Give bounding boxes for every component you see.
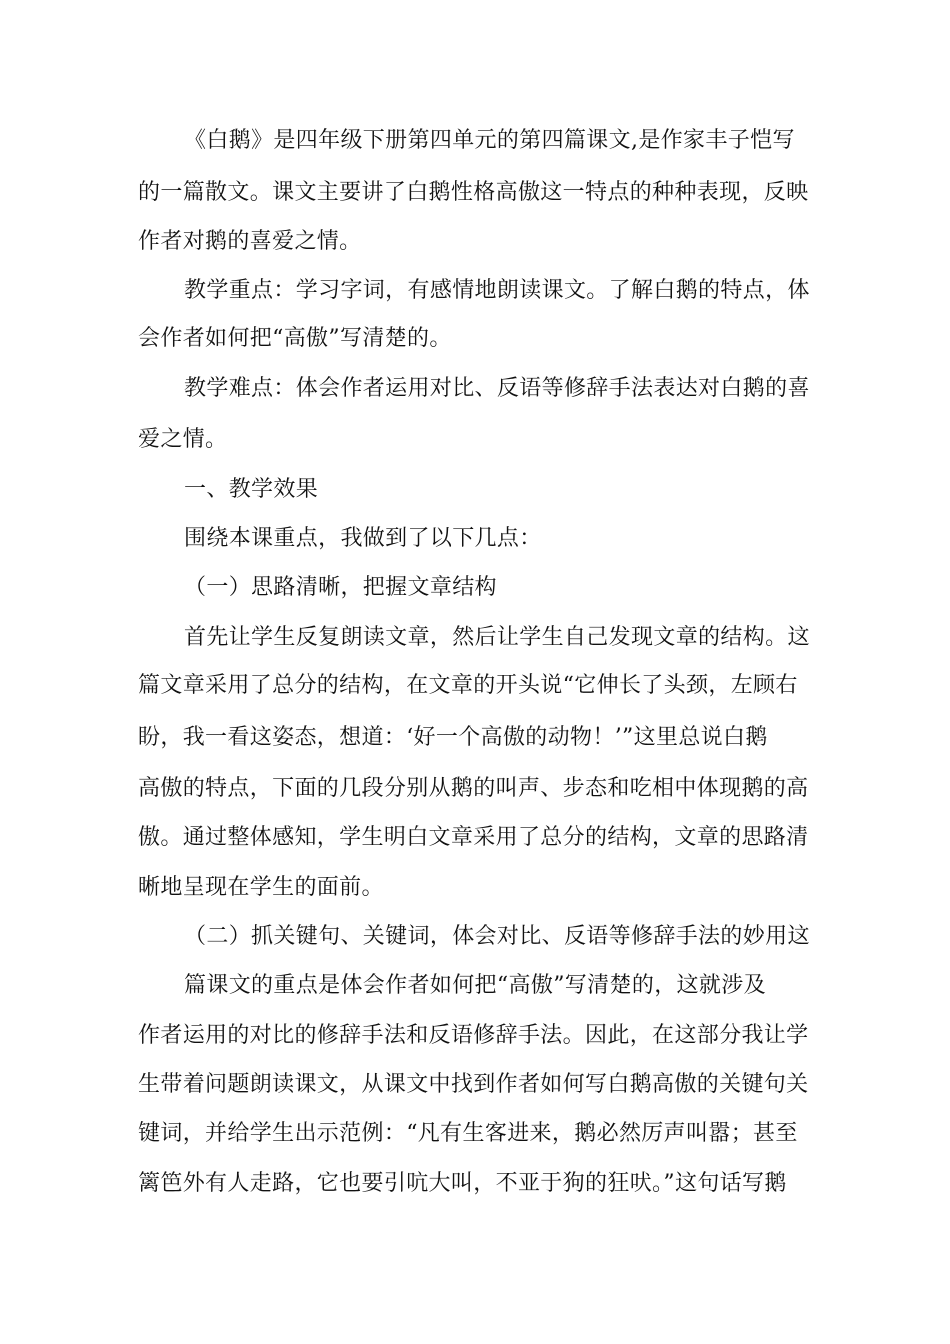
intro-line-3: 作者对鹅的喜爱之情。 [138, 229, 362, 254]
rhetoric-line-4: 键词，并给学生出示范例：“凡有生客进来，鹅必然厉声叫嚣；甚至 [138, 1121, 798, 1146]
key-point-line-1: 教学重点：学习字词，有感情地朗读课文。了解白鹅的特点，体 [184, 278, 810, 303]
difficulty-line-2: 爱之情。 [138, 427, 228, 452]
structure-line-5: 傲。通过整体感知，学生明白文章采用了总分的结构，文章的思路清 [138, 825, 809, 850]
structure-line-3: 盼，我一看这姿态，想道：‘好一个高傲的动物！’”这里总说白鹅 [138, 725, 768, 750]
subheading-2: （二）抓关键句、关键词，体会对比、反语等修辞手法的妙用这 [184, 924, 810, 949]
rhetoric-line-2: 作者运用的对比的修辞手法和反语修辞手法。因此，在这部分我让学 [138, 1023, 809, 1048]
intro-line-2: 的一篇散文。课文主要讲了白鹅性格高傲这一特点的种种表现，反映 [138, 180, 809, 205]
section-intro: 围绕本课重点，我做到了以下几点： [184, 526, 542, 551]
structure-line-2: 篇文章采用了总分的结构，在文章的开头说“它伸长了头颈，左顾右 [138, 673, 798, 698]
rhetoric-line-3: 生带着问题朗读课文，从课文中找到作者如何写白鹅高傲的关键句关 [138, 1072, 809, 1097]
key-point-line-2: 会作者如何把“高傲”写清楚的。 [138, 326, 452, 351]
rhetoric-line-5: 篱笆外有人走路，它也要引吭大叫，不亚于狗的狂吠。”这句话写鹅 [138, 1171, 787, 1196]
section-heading-1: 一、教学效果 [184, 477, 319, 502]
structure-line-6: 晰地呈现在学生的面前。 [138, 875, 384, 900]
intro-line-1: 《白鹅》是四年级下册第四单元的第四篇课文,是作家丰子恺写 [184, 128, 795, 153]
rhetoric-line-1: 篇课文的重点是体会作者如何把“高傲”写清楚的，这就涉及 [184, 973, 766, 998]
difficulty-line-1: 教学难点：体会作者运用对比、反语等修辞手法表达对白鹅的喜 [184, 376, 810, 401]
subheading-1: （一）思路清晰，把握文章结构 [184, 575, 497, 600]
structure-line-4: 高傲的特点，下面的几段分别从鹅的叫声、步态和吃相中体现鹅的高 [138, 776, 809, 801]
structure-line-1: 首先让学生反复朗读文章，然后让学生自己发现文章的结构。这 [184, 625, 810, 650]
